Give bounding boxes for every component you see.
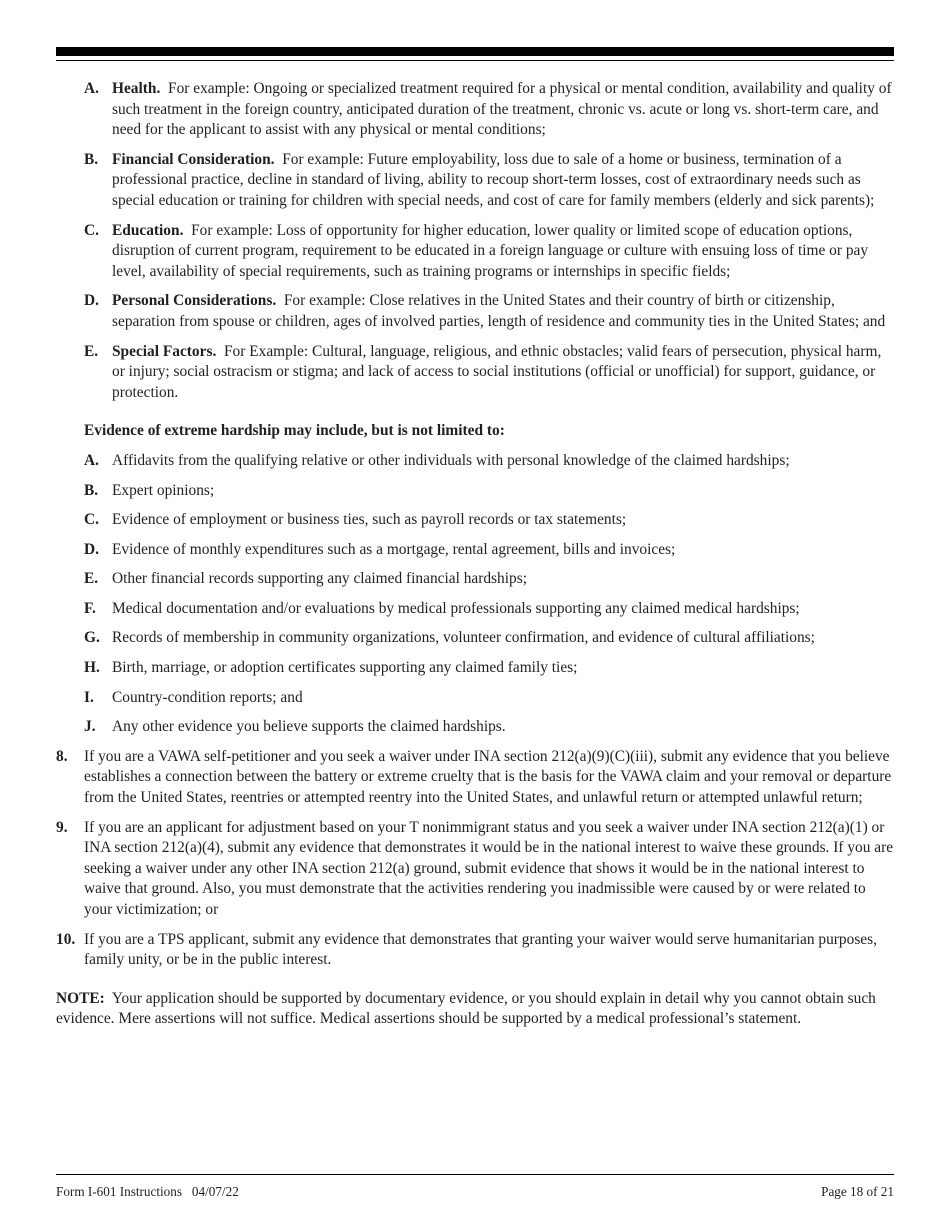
item-label: G. — [84, 629, 100, 647]
item-text: Birth, marriage, or adoption certificates supporting any claimed family ties; — [112, 659, 578, 677]
item-label: C. — [84, 221, 99, 239]
item-text: Medical documentation and/or evaluations by medical professionals supporting any claimed medical hardships; — [112, 599, 800, 617]
footer-form-info: Form I-601 Instructions 04/07/22 — [56, 1184, 239, 1199]
item-label: C. — [84, 511, 99, 529]
evidence-heading: Evidence of extreme hardship may include, but is not limited to: — [84, 422, 505, 440]
item-label: A. — [84, 451, 99, 469]
hardship-factor-d — [56, 291, 896, 332]
item-text: Country-condition reports; and — [112, 688, 303, 706]
item-number: 8. — [56, 747, 68, 765]
item-title: Education. — [112, 221, 184, 239]
header-thin-rule — [56, 60, 894, 61]
item-text: Affidavits from the qualifying relative or other individuals with personal knowledge of the claimed hardships; — [112, 451, 790, 469]
numbered-item-9 — [56, 818, 896, 921]
item-text: Evidence of monthly expenditures such as a mortgage, rental agreement, bills and invoices; — [112, 540, 676, 558]
item-text: Any other evidence you believe supports the claimed hardships. — [112, 718, 506, 736]
hardship-factor-a — [56, 79, 896, 141]
footer-rule — [56, 1174, 894, 1175]
item-label: B. — [84, 150, 99, 168]
item-text: For example: Ongoing or specialized treatment required for a physical or mental condition, availability and quality of such treatment in the foreign country, anticipated duration of the treatment, chronic vs. acute or long vs. short-term care, and need for the applicant to assist with any physical or mental conditions; — [112, 80, 892, 139]
evidence-item-a — [56, 451, 896, 472]
numbered-item-10 — [56, 930, 896, 971]
note-title: NOTE: — [56, 989, 105, 1007]
item-label: E. — [84, 342, 99, 360]
item-label: I. — [84, 688, 94, 706]
footer-page-number: Page 18 of 21 — [821, 1184, 894, 1199]
item-label: B. — [84, 481, 99, 499]
hardship-factor-b — [56, 150, 896, 212]
item-title: Personal Considerations. — [112, 292, 277, 310]
item-text: Expert opinions; — [112, 481, 215, 499]
item-text: If you are an applicant for adjustment based on your T nonimmigrant status and you seek a waiver under INA section 212(a)(1) or INA section 212(a)(4), submit any evidence that demonstrates it would be in the national interest to waive these grounds. If you are seeking a waiver under any other INA section 212(a) ground, submit evidence that shows it would be in the national interest to waive that ground. Also, you must demonstrate that the activities rendering you inadmissible were caused by or were related to your victimization; or — [84, 818, 894, 918]
evidence-item-i — [56, 688, 896, 709]
evidence-item-g — [56, 628, 896, 649]
evidence-item-b — [56, 481, 896, 502]
numbered-item-8 — [56, 747, 896, 809]
item-title: Health. — [112, 80, 161, 97]
item-text: If you are a VAWA self-petitioner and you seek a waiver under INA section 212(a)(9)(C)(iii), submit any evidence that you believe establishes a connection between the battery or extreme cruelty that is the basis for the VAWA claim and your removal or departure from the United States, reentries or attempted reentry into the United States, and unlawful return or attempted unlawful return; — [84, 747, 892, 807]
item-text: For example: Close relatives in the United States and their country of birth or citizenship, separation from spouse or children, ages of involved parties, length of residence and community ties in the United States; and — [112, 292, 886, 330]
item-text: Other financial records supporting any claimed financial hardships; — [112, 570, 527, 588]
evidence-item-d — [56, 540, 896, 561]
item-label: D. — [84, 540, 99, 558]
evidence-item-e — [56, 569, 896, 590]
item-label: E. — [84, 570, 99, 588]
item-number: 10. — [56, 930, 76, 948]
item-text: For example: Future employability, loss due to sale of a home or business, termination of a professional practice, decline in standard of living, ability to recoup short-term losses, cost of extraordinary needs such as special education or training for children with special needs, and cost of care for family members (elderly and sick parents); — [112, 150, 875, 209]
hardship-factor-e — [56, 342, 896, 404]
item-label: J. — [84, 718, 96, 736]
item-text: Records of membership in community organizations, volunteer confirmation, and evidence of cultural affiliations; — [112, 629, 815, 647]
evidence-item-h — [56, 658, 896, 679]
item-label: F. — [84, 599, 96, 617]
item-title: Financial Consideration. — [112, 150, 275, 168]
item-number: 9. — [56, 818, 68, 836]
item-label: H. — [84, 659, 100, 677]
item-text: Evidence of employment or business ties, such as payroll records or tax statements; — [112, 511, 627, 529]
header-thick-rule — [56, 47, 894, 56]
item-title: Special Factors. — [112, 342, 217, 360]
item-text: For example: Loss of opportunity for higher education, lower quality or limited scope of education options, disruption of current program, requirement to be educated in a foreign language or culture with ensuing loss of time or pay level, availability of special requirements, such as training programs or internships in specific fields; — [112, 221, 869, 280]
note-text: Your application should be supported by documentary evidence, or you should explain in detail why you cannot obtain such evidence. Mere assertions will not suffice. Medical assertions should be supported by a medical professional’s statement. — [56, 989, 876, 1028]
evidence-item-f — [56, 599, 896, 620]
item-text: For Example: Cultural, language, religious, and ethnic obstacles; valid fears of persecution, physical harm, or injury; social ostracism or stigma; and lack of access to social institutions (official or unofficial) for support, guidance, or protection. — [112, 342, 882, 401]
item-label: A. — [84, 80, 99, 97]
note-paragraph — [56, 989, 896, 1030]
evidence-item-j — [56, 717, 896, 738]
page-content — [56, 79, 896, 1030]
item-text: If you are a TPS applicant, submit any evidence that demonstrates that granting your waiver would serve humanitarian purposes, family unity, or be in the public interest. — [84, 930, 877, 969]
evidence-item-c — [56, 510, 896, 531]
hardship-factor-c — [56, 221, 896, 283]
item-label: D. — [84, 292, 99, 310]
